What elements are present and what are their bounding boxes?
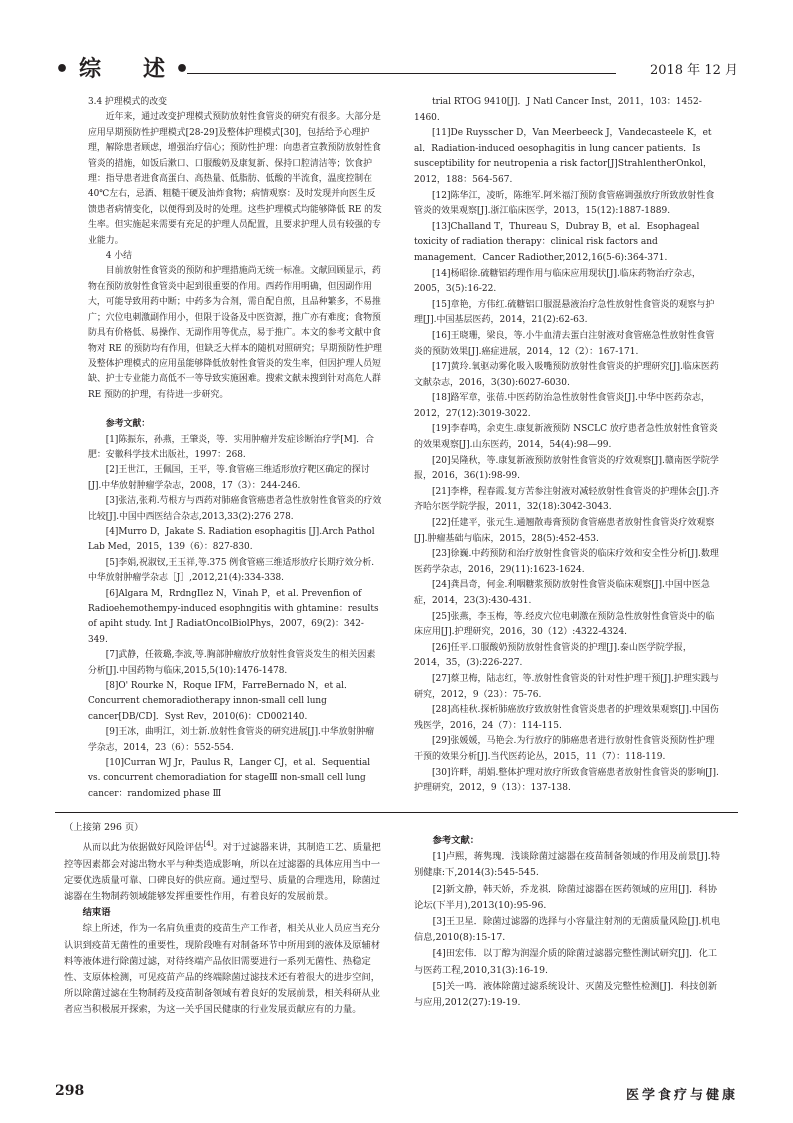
reference-list bbox=[414, 95, 723, 797]
body-paragraph: 综上所述，作为一名肩负重责的疫苗生产工作者，相关从业人员应当充分认识到疫苗无菌性的重要性，现阶段唯有对制备环节中所用到的液体及原辅材料等液体进行除菌过滤，对待终端产品依旧需要进行一系列无菌性、热稳定性、支原体检测，可见疫苗产品的终端除菌过滤技术还有着很大的进步空间，所以除菌过滤在生物制药及疫苗制备领域有着良好的发展前景，相关科研从业者应当积极展开探索，为这一关乎国民健康的行业发展贡献应有的力量。 bbox=[64, 923, 381, 1016]
reference-item: [4]田宏伟．以丁醇为润湿介质的除菌过滤器完整性测试研究[J]．化工与医药工程,2010,31(3):16-19. bbox=[414, 948, 718, 976]
issue-date: 2018 年 12 月 bbox=[649, 63, 738, 78]
reference-item: [21]李桦，程春霞.复方苦参注射液对减轻放射性食管炎的护理体会[J].齐齐哈尔医学院学报，2011，32(18):3042-3043. bbox=[414, 486, 719, 513]
body-paragraph bbox=[64, 836, 384, 905]
reference-item: [7]武静，任筱璐,李波,等.胸部肿瘤放疗放射性食管炎发生的相关因素分析[J].中国药物与临床,2015,5(10):1476-1478. bbox=[88, 650, 376, 676]
reference-item: [25]张燕，李玉梅，等.经皮穴位电刺激在预防急性放射性食管炎中的临床应用[J].护理研究，2016，30（12）:4322-4324. bbox=[414, 611, 715, 638]
reference-item: [14]杨昭徐.硫糖铝药理作用与临床应用现状[J].临床药物治疗杂志，2005，3(5):16-22. bbox=[414, 268, 701, 295]
left-column bbox=[88, 95, 382, 802]
continued-article-column bbox=[64, 820, 384, 1019]
reference-item: [1]陈振东，孙燕，王肇炎，等．实用肿瘤并发症诊断治疗学[M]．合肥：安徽科学技术出版社，1997：268. bbox=[88, 434, 375, 460]
reference-item: [24]龚昌奇，何金.利咽糖浆预防放射性食管炎临床观察[J].中国中医急症，2014，23(3):430-431. bbox=[414, 580, 710, 606]
paragraph-text: 从而以此为依据做好风险评估 bbox=[82, 842, 204, 854]
reference-item: [13]Challand T，Thureau S，Dubray B，et al．Esophageal toxicity of radiation therapy：clinical risk factors and management．Cancer Radiother,2012,16(5-6):364-371. bbox=[414, 221, 700, 263]
reference-item: [9]王冰，曲明江，刘士新.放射性食管炎的研究进展[J].中华放射肿瘤学杂志，2014，23（6）：552-554. bbox=[88, 727, 375, 753]
reference-list bbox=[88, 433, 382, 803]
reference-item: [2]王世江，王佩国，王平，等.食管癌三维适形放疗靶区确定的探讨[J].中华放射肿瘤学杂志，2008，17（3）：244-246. bbox=[88, 465, 370, 491]
reference-item: [16]王晓珊，梁良，等.小牛血清去蛋白注射液对食管癌急性放射性食管炎的预防效果[J].癌症进展，2014，12（2）：167-171. bbox=[414, 330, 715, 357]
continued-references-column bbox=[414, 833, 723, 1011]
references-title: 参考文献： bbox=[105, 419, 151, 430]
reference-item: [29]张媛媛，马艳会.为行放疗的肺癌患者进行放射性食管炎预防性护理干预的效果分析[J].当代医药论丛，2015，11（7）：118-119. bbox=[414, 736, 715, 762]
references-title: 参考文献： bbox=[432, 835, 480, 846]
citation-mark: [4] bbox=[203, 840, 214, 849]
reference-item: [2]新文静，韩天娇，乔龙祺．除菌过滤器在医药领域的应用[J]．科协论坛(下半月),2013(10):95-96. bbox=[414, 883, 718, 911]
running-header bbox=[55, 57, 738, 85]
reference-item: [11]De Ruysscher D，Van Meerbeeck J，Vandecasteele K，et al．Radiation-induced oesophagitis in lung cancer patients．Is susceptibility for neutropenia a risk factor[J]StrahlentherOnkol，2012，188：564-567. bbox=[414, 128, 713, 185]
reference-item: [4]Murro D，Jakate S. Radiation esophagitis [J].Arch Pathol Lab Med，2015，139（6）：827-830. bbox=[88, 526, 375, 553]
reference-item: [6]Algara M，RrdngIlez N，Vinah P，et al. Prevenfion of Radioehemothempy-induced esophngitis with ghtamine：results of apiht study. Int J RadiatOncolBiolPhys，2007，69(2)：342-349. bbox=[88, 588, 379, 645]
reference-item: [12]陈华江，凌昕，陈维军.阿米福汀预防食管癌调强放疗所致放射性食管炎的效果观察[J].浙江临床医学，2013，15(12):1887-1889. bbox=[414, 190, 715, 217]
continued-note: （上接第 296 页） bbox=[64, 822, 144, 833]
right-column bbox=[414, 95, 723, 797]
body-paragraph: 目前放射性食管炎的预防和护理措施尚无统一标准。文献回顾显示，药物在预防放射性食管炎中起到很重要的作用。西药作用明确，但因副作用大，可能导致用药中断；中药多为合剂，需自配自煎，且品种繁多，不易推广；穴位电刺激副作用小，但限于设备及中医资源，推广亦有难度；食物预防具有价格低、易操作、无副作用等优点，易于推广。本文的参考文献中食物对 RE 的预防均有作用，但缺乏大样本的随机对照研究；早期预防性护理及整体护理模式的应用虽能够降低放射性食管炎的发生率，但因护理人员短缺、护士专业能力高低不一等导致实施困难。搜索文献未搜到针对高危人群 RE 预防的护理，有待进一步研究。 bbox=[88, 266, 382, 400]
article-divider bbox=[55, 812, 738, 813]
section-label: •综 述• bbox=[55, 57, 200, 82]
subsection-heading: 3.4 护理模式的改变 bbox=[88, 97, 168, 107]
paragraph-text: 。对于过滤器来讲，其制造工艺、质量把控等因素都会对滤出物水平与种类造成影响，所以在过滤器的具体应用当中一定要优选质量可靠、口碑良好的供应商。通过型号、质量的合理选用，除菌过滤器在生物制药领域能够发挥重要性作用，有着良好的发展前景。 bbox=[64, 842, 381, 902]
journal-name: 医学食疗与健康 bbox=[625, 1088, 738, 1103]
body-paragraph: 近年来，通过改变护理模式预防放射性食管炎的研究有很多。大部分是应用早期预防性护理模式[28-29]及整体护理模式[30]，包括给予心理护理，解除患者顾虑，增强治疗信心；预防性护理：向患者宣教预防放射性食管炎的措施，如饭后漱口、口服酸奶及康复新、保持口腔清洁等；饮食护理：指导患者进食高蛋白、高热量、低脂肪、低酸的半流食，温度控制在 40℃左右，忌酒、粗糙干硬及油炸食物；病情观察：及时发现并向医生反馈患者病情变化，以便得到及时的处理。这些护理模式均能够降低 RE 的发生率。但实施起来需要有充足的护理人员配置，且要求护理人员有较强的专业能力。 bbox=[88, 112, 382, 246]
section-heading: 结束语 bbox=[82, 907, 111, 919]
reference-list bbox=[414, 849, 723, 1011]
reference-item: [28]高桂秋.探析肺癌放疗致放射性食管炎患者的护理效果观察[J].中国伤残医学，2016，24（7）：114-115. bbox=[414, 705, 719, 731]
reference-item: [20]吴隆秋，等.康复新液预防放射性食管炎的疗效观察[J].赣南医学院学报，2016，36(1):98-99. bbox=[414, 455, 719, 482]
section-heading: 4 小结 bbox=[105, 251, 133, 262]
header-rule bbox=[187, 73, 616, 74]
reference-item: [5]关一鸣．液体除菌过滤系统设计、灭菌及完整性检测[J]．科技创新与应用,2012(27):19-19. bbox=[414, 980, 718, 1009]
reference-item: [10]Curran WJ Jr，Paulus R，Langer CJ，et al．Sequential vs. concurrent chemoradiation for stageⅢ non-small cell lung cancer：randomized phase Ⅲ bbox=[88, 758, 371, 799]
reference-item: trial RTOG 9410[J]．J Natl Cancer Inst，2011，103：1452-1460. bbox=[414, 97, 702, 123]
reference-item: [18]路军章，张蓓.中医药防治急性放射性食管炎[J].中华中医药杂志，2012，27(12):3019-3022. bbox=[414, 393, 710, 419]
reference-item: [27]蔡卫梅，陆志红，等.放射性食管炎的针对性护理干预[J].护理实践与研究，2012，9（23）：75-76. bbox=[414, 673, 719, 700]
reference-item: [23]徐巍.中药预防和治疗放射性食管炎的临床疗效和安全性分析[J].数理医药学杂志，2016，29(11):1623-1624. bbox=[414, 549, 719, 575]
reference-item: [3]张洁,张莉.芍根方与西药对肺癌食管癌患者急性放射性食管炎的疗效比较[J].中国中西医结合杂志,2013,33(2):276 278. bbox=[88, 496, 382, 522]
reference-item: [26]任平.口服酸奶预防放射性食管炎的护理[J].泰山医学院学报，2014，35，(3):226-227. bbox=[414, 642, 692, 669]
reference-item: [19]李春鸣，余吏生.康复新液预防 NSCLC 放疗患者急性放射性食管炎的效果观察[J].山东医药，2014，54(4):98—99. bbox=[414, 424, 718, 451]
page-number: 298 bbox=[55, 1083, 85, 1099]
reference-item: [15]章艳，方伟红.硫糖铝口服混悬液治疗急性放射性食管炎的观察与护理[J].中国基层医药，2014，21(2):62-63. bbox=[414, 299, 715, 326]
reference-item: [5]李娟,祝淑钗,王玉祥,等.375 例食管癌三维适形放疗长期疗效分析.中华放射肿瘤学杂志［J］,2012,21(4):334-338. bbox=[88, 557, 375, 584]
reference-item: [8]O' Rourke N，Roque IFM，FarreBernado N，et al．Concurrent chemoradiotherapy innon-small cell lung cancer[DB/CD]．Syst Rev，2010(6)：CD002140. bbox=[88, 681, 353, 722]
reference-item: [30]许畔，胡娟.整体护理对放疗所致食管癌患者放射性食管炎的影响[J].护理研究，2012，9（13）：137-138. bbox=[414, 767, 719, 794]
reference-item: [17]黄玲.氧驱动雾化吸入吸嘴预防放射性食管炎的护理研究[J].临床医药文献杂志，2016，3(30):6027-6030. bbox=[414, 362, 719, 388]
reference-item: [1]卢熙，蒋隽瑰．浅谈除菌过滤器在疫苗制备领域的作用及前景[J].特别健康:下,2014(3):545-545. bbox=[414, 851, 721, 879]
reference-item: [3]王卫星．除菌过滤器的选择与小容量注射剂的无菌质量风险[J].机电信息,2010(8):15-17. bbox=[414, 916, 721, 944]
reference-item: [22]任建平，张元生.通翘散毒膏预防食管癌患者放射性食管炎疗效观察[J].肿瘤基础与临床，2015，28(5):452-453. bbox=[414, 518, 715, 544]
